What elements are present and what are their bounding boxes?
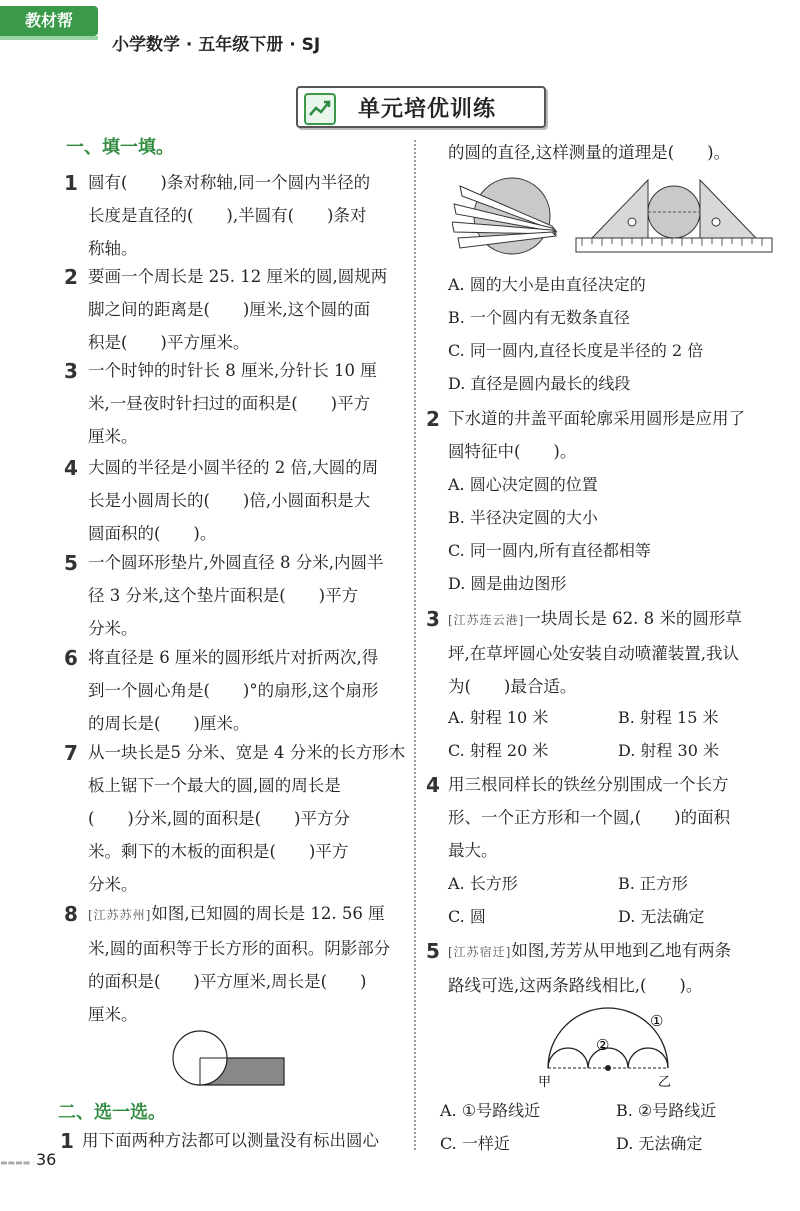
option-b: B. 一个圆内有无数条直径 (448, 308, 630, 327)
question-3: 一个时钟的时针长 8 厘米,分针长 10 厘 米,一昼夜时针扫过的面积是( )平方 厘米。 (88, 361, 377, 446)
route-2-label: ② (596, 1036, 610, 1054)
option-b: B. ②号路线近 (616, 1101, 717, 1120)
region-tag: [江苏苏州] (88, 908, 152, 922)
option-c: C. 同一圆内,直径长度是半径的 2 倍 (448, 341, 704, 360)
option-b: B. 射程 15 米 (618, 708, 719, 727)
option-d: D. 无法确定 (618, 907, 705, 926)
choice-question-4: 用三根同样长的铁丝分别围成一个长方 形、一个正方形和一个圆,( )的面积 最大。 (448, 775, 731, 860)
page-dots: ▬▬▬▬ · (0, 1158, 36, 1167)
choice-options-4 (448, 867, 758, 933)
option-a: A. 圆心决定圆的位置 (448, 475, 598, 494)
route-1-label: ① (650, 1012, 664, 1030)
choice-question-3: [江苏连云港]一块周长是 62. 8 米的圆形草 坪,在草坪圆心处安装自动喷灌装置,我认 为( )最合适。 (448, 609, 742, 696)
question-8: [江苏苏州]如图,已知圆的周长是 12. 56 厘 米,圆的面积等于长方形的面积。阴影部分 的面积是( )平方厘米,周长是( ) 厘米。 (88, 904, 391, 1024)
question-number: 4 (64, 456, 78, 480)
question-number: 5 (426, 939, 440, 963)
question-number: 1 (60, 1129, 74, 1153)
banner-title: 单元培优训练 (358, 97, 497, 122)
question-number: 7 (64, 741, 78, 765)
choice-options-2 (448, 468, 651, 600)
question-number: 3 (64, 359, 78, 383)
region-tag: [江苏宿迁] (448, 945, 512, 959)
option-b: B. 半径决定圆的大小 (448, 508, 598, 527)
brand-tag-underline (0, 36, 98, 40)
option-b: B. 正方形 (618, 874, 688, 893)
question-number: 2 (64, 265, 78, 289)
question-number: 6 (64, 646, 78, 670)
column-divider (414, 140, 416, 1150)
question-2: 要画一个周长是 25. 12 厘米的圆,圆规两 脚之间的距离是( )厘米,这个圆的面 积是( )平方厘米。 (88, 267, 388, 352)
question-number: 2 (426, 407, 440, 431)
option-c: C. 一样近 (440, 1134, 510, 1153)
choice-options-3 (448, 701, 758, 767)
option-a: A. 射程 10 米 (448, 708, 549, 727)
option-a: A. ①号路线近 (440, 1101, 541, 1120)
region-tag: [江苏连云港] (448, 613, 525, 627)
question-4: 大圆的半径是小圆半径的 2 倍,大圆的周 长是小圆周长的( )倍,小圆面积是大 圆面积的( )。 (88, 458, 379, 543)
option-c: C. 射程 20 米 (448, 741, 549, 760)
question-7: 从一块长是5 分米、宽是 4 分米的长方形木 板上锯下一个最大的圆,圆的周长是 ( )分米,圆的面积是( )平方分 米。剩下的木板的面积是( )平方 分米。 (88, 743, 406, 894)
start-label: 甲 (538, 1075, 552, 1090)
question-number: 1 (64, 171, 78, 195)
question-6: 将直径是 6 厘米的圆形纸片对折两次,得 到一个圆心角是( )°的扇形,这个扇形 的周长是( )厘米。 (88, 648, 379, 733)
choice-question-2: 下水道的井盖平面轮廓采用圆形是应用了 圆特征中( )。 (448, 409, 745, 461)
choice-question-5: [江苏宿迁]如图,芳芳从甲地到乙地有两条 路线可选,这两条路线相比,( )。 (448, 941, 732, 995)
page-number: 36 (36, 1150, 57, 1169)
book-title: 小学数学 · 五年级下册 · SJ (112, 35, 321, 55)
option-a: A. 圆的大小是由直径决定的 (448, 275, 646, 294)
brand-tag: 教材帮 (0, 6, 98, 36)
choice-question-1-part2: 的圆的直径,这样测量的道理是( )。 (448, 143, 731, 162)
chart-trend-icon (304, 93, 336, 125)
option-a: A. 长方形 (448, 874, 518, 893)
question-1: 圆有( )条对称轴,同一个圆内半径的 长度是直径的( ),半圆有( )条对 称轴。 (88, 173, 371, 258)
question-number: 8 (64, 902, 78, 926)
end-label: 乙 (658, 1075, 672, 1090)
option-c: C. 圆 (448, 907, 486, 926)
route-figure (530, 1006, 690, 1092)
unit-banner (296, 86, 546, 128)
option-d: D. 圆是曲边图形 (448, 574, 567, 593)
choice-options-1 (448, 268, 703, 400)
option-c: C. 同一圆内,所有直径都相等 (448, 541, 651, 560)
option-d: D. 射程 30 米 (618, 741, 719, 760)
question-number: 4 (426, 773, 440, 797)
section-choose-title: 二、选一选。 (58, 1102, 166, 1123)
option-d: D. 直径是圆内最长的线段 (448, 374, 631, 393)
question-5: 一个圆环形垫片,外圆直径 8 分米,内圆半 径 3 分米,这个垫片面积是( )平方 分米。 (88, 553, 384, 638)
question-number: 3 (426, 607, 440, 631)
circle-rectangle-figure (170, 1028, 290, 1090)
question-number: 5 (64, 551, 78, 575)
section-fill-in-title: 一、填一填。 (66, 137, 174, 158)
choice-options-5 (440, 1094, 770, 1160)
choice-question-1-part1: 用下面两种方法都可以测量没有标出圆心 (82, 1131, 379, 1150)
diameter-measure-figure (452, 176, 782, 262)
option-d: D. 无法确定 (616, 1134, 703, 1153)
